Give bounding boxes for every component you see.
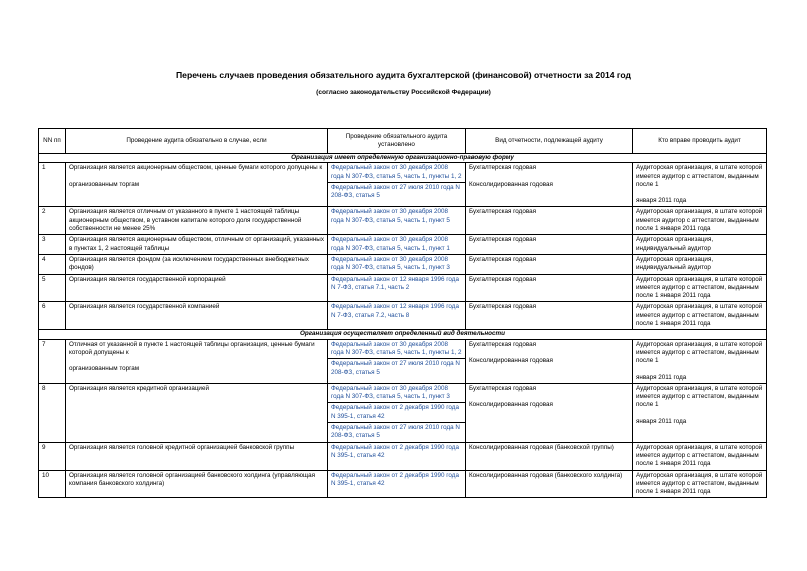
report-type-cell: [466, 470, 633, 498]
condition-cell: [66, 442, 328, 470]
law-link[interactable]: Федеральный закон от 30 декабря 2008 года N 307-ФЗ, статья 5, часть 1, пункт 3: [331, 255, 450, 272]
header-condition: Проведение аудита обязательно в случае, если: [66, 129, 328, 154]
spacer: [469, 173, 629, 181]
header-law: Проведение обязательного аудита установлено: [328, 129, 466, 154]
report-type-cell: [466, 442, 633, 470]
law-cell: [328, 254, 466, 274]
row-number: 2: [39, 207, 66, 235]
spacer: [636, 189, 763, 197]
table-row: [39, 470, 767, 498]
law-link[interactable]: Федеральный закон от 27 июля 2010 года N 208-ФЗ, статья 5: [331, 360, 460, 376]
report-type-cell: [466, 254, 633, 274]
report-type-cell: [466, 207, 633, 235]
auditor-cell-text: Аудиторская организация, в штате которой имеется аудитор с аттестатом, выданным после 1 января 2011 года: [636, 275, 763, 300]
condition-cell-text: Организация является головной организацией банковского холдинга (управляющая компания банковского холдинга): [69, 471, 316, 487]
auditor-cell-text: Аудиторская организация, в штате которой имеется аудитор с аттестатом, выданным после 1 января 2011 года: [636, 443, 763, 468]
table-row: [39, 254, 767, 274]
auditor-cell: [633, 302, 767, 330]
auditor-cell-text: Аудиторская организация, в штате которой имеется аудитор с аттестатом, выданным после 1: [636, 164, 763, 188]
condition-cell: [66, 383, 328, 442]
spacer: [69, 357, 324, 365]
report-type-text-2: Консолидированная годовая: [469, 356, 553, 364]
table-body: [39, 154, 767, 498]
condition-cell: [66, 207, 328, 235]
table-row: [39, 163, 767, 207]
row-number: 4: [39, 254, 66, 274]
report-type-text-2: Консолидированная годовая: [469, 401, 553, 409]
table-row: [39, 235, 767, 255]
table-row: [39, 207, 767, 235]
condition-cell-text-2: организованным торгам: [69, 180, 140, 188]
report-type-cell: [466, 302, 633, 330]
condition-cell-text: Организация является акционерным обществом, отличным от организаций, указанных в пунктах 1, 2 настоящей таблицы: [69, 236, 324, 252]
row-number: 10: [39, 470, 66, 498]
header-auditor: Кто вправе проводить аудит: [633, 129, 767, 154]
spacer: [69, 173, 324, 181]
section-title: Организация имеет определенную организационно-правовую форму: [39, 154, 767, 163]
report-type-text: Бухгалтерская годовая: [469, 384, 537, 392]
auditor-cell: [633, 274, 767, 302]
law-cell: [328, 442, 466, 470]
section-row: [39, 330, 767, 339]
law-link[interactable]: Федеральный закон от 12 января 1996 года N 7-ФЗ, статья 7.2, часть 8: [331, 303, 459, 319]
table-row: [39, 442, 767, 470]
condition-cell: [66, 254, 328, 274]
table-header-row: [39, 129, 767, 154]
report-type-text: Консолидированная годовая (банковской группы): [469, 443, 614, 451]
condition-cell-text-2: организованным торгам: [69, 365, 140, 373]
law-link[interactable]: Федеральный закон от 2 декабря 1990 года N 395-1, статья 42: [331, 471, 459, 487]
auditor-cell-text: Аудиторская организация, в штате которой имеется аудитор с аттестатом, выданным после 1 января 2011 года: [636, 303, 763, 328]
auditor-cell: [633, 470, 767, 498]
auditor-cell-text: Аудиторская организация, индивидуальный аудитор: [636, 255, 714, 272]
report-type-text: Консолидированная годовая (банковского холдинга): [469, 471, 623, 479]
law-cell: [328, 383, 466, 442]
law-link[interactable]: Федеральный закон от 30 декабря 2008 года N 307-ФЗ, статья 5, часть 1, пункт 3: [328, 384, 465, 404]
law-cell: [328, 235, 466, 255]
table-row: [39, 302, 767, 330]
row-number: 8: [39, 383, 66, 442]
law-cell: [328, 470, 466, 498]
report-type-cell: [466, 163, 633, 207]
condition-cell: [66, 274, 328, 302]
condition-cell-text: Организация является фондом (за исключением государственных внебюджетных фондов): [69, 255, 309, 272]
document-title: Перечень случаев проведения обязательного аудита бухгалтерской (финансовой) отчетности за 2014 год: [176, 70, 631, 80]
section-title: Организация осуществляет определенный вид деятельности: [39, 330, 767, 339]
condition-cell: [66, 302, 328, 330]
law-cell: [328, 207, 466, 235]
condition-cell: [66, 470, 328, 498]
row-number: 7: [39, 339, 66, 383]
auditor-cell: [633, 207, 767, 235]
law-link[interactable]: Федеральный закон от 30 декабря 2008 года N 307-ФЗ, статья 5, часть 1, пункты 1, 2: [328, 340, 465, 360]
report-type-cell: [466, 235, 633, 255]
header-report-type: Вид отчетности, подлежащей аудиту: [466, 129, 633, 154]
auditor-cell-text-2: января 2011 года: [636, 197, 687, 205]
report-type-cell: [466, 339, 633, 383]
law-link[interactable]: Федеральный закон от 30 декабря 2008 года N 307-ФЗ, статья 5, часть 1, пункт 5: [331, 208, 450, 224]
law-link[interactable]: Федеральный закон от 30 декабря 2008 года N 307-ФЗ, статья 5, часть 1, пункты 1, 2: [328, 163, 465, 183]
spacer: [636, 410, 763, 418]
condition-cell-text: Организация является государственной компанией: [69, 303, 220, 311]
spacer: [469, 393, 629, 401]
section-row: [39, 154, 767, 163]
auditor-cell-text: Аудиторская организация, в штате которой имеется аудитор с аттестатом, выданным после 1: [636, 340, 763, 365]
auditor-cell-text: Аудиторская организация, индивидуальный аудитор: [636, 236, 714, 252]
report-type-text: Бухгалтерская годовая: [469, 236, 537, 244]
table-row: [39, 274, 767, 302]
auditor-cell: [633, 254, 767, 274]
auditor-cell: [633, 163, 767, 207]
law-cell: [328, 163, 466, 207]
condition-cell: [66, 339, 328, 383]
auditor-cell-text: Аудиторская организация, в штате которой имеется аудитор с аттестатом, выданным после 1: [636, 384, 763, 409]
law-cell: [328, 339, 466, 383]
row-number: 6: [39, 302, 66, 330]
condition-cell-text: Организация является кредитной организацией: [69, 384, 209, 392]
law-link[interactable]: Федеральный закон от 27 июля 2010 года N 208-ФЗ, статья 5: [331, 183, 460, 200]
report-type-text: Бухгалтерская годовая: [469, 303, 537, 311]
spacer: [636, 366, 763, 374]
report-type-text-2: Консолидированная годовая: [469, 180, 553, 188]
condition-cell-text: Организация является акционерным обществом, ценные бумаги которого допущены к: [69, 164, 323, 172]
auditor-cell-text: Аудиторская организация, в штате которой имеется аудитор с аттестатом, выданным после 1 января 2011 года: [636, 471, 763, 496]
law-link[interactable]: Федеральный закон от 2 декабря 1990 года N 395-1, статья 42: [328, 403, 465, 423]
row-number: 5: [39, 274, 66, 302]
law-link[interactable]: Федеральный закон от 27 июля 2010 года N 208-ФЗ, статья 5: [331, 424, 460, 440]
spacer: [469, 349, 629, 357]
condition-cell-text: Организация является отличным от указанного в пункте 1 настоящей таблицы акционерным обществом, в уставном капитале которого доля государственной собственности не менее 25%: [69, 208, 302, 233]
report-type-text: Бухгалтерская годовая: [469, 255, 537, 263]
auditor-cell-text-2: января 2011 года: [636, 417, 687, 425]
report-type-text: Бухгалтерская годовая: [469, 208, 537, 216]
law-link[interactable]: Федеральный закон от 30 декабря 2008 года N 307-ФЗ, статья 5, часть 1, пункт 1: [331, 236, 450, 252]
document-subtitle: (согласно законодательству Российской Федерации): [316, 89, 491, 96]
law-link[interactable]: Федеральный закон от 2 декабря 1990 года N 395-1, статья 42: [331, 443, 459, 459]
auditor-cell: [633, 339, 767, 383]
row-number: 9: [39, 442, 66, 470]
law-cell: [328, 274, 466, 302]
condition-cell-text: Организация является головной кредитной организацией банковской группы: [69, 443, 295, 451]
law-link[interactable]: Федеральный закон от 12 января 1996 года N 7-ФЗ, статья 7.1, часть 2: [331, 275, 459, 291]
header-number: NN пп: [39, 129, 66, 154]
audit-cases-table: [38, 128, 767, 498]
auditor-cell-text: Аудиторская организация, в штате которой имеется аудитор с аттестатом, выданным после 1 января 2011 года: [636, 208, 763, 233]
report-type-cell: [466, 383, 633, 442]
report-type-text: Бухгалтерская годовая: [469, 275, 537, 283]
law-cell: [328, 302, 466, 330]
condition-cell-text: Отличная от указанной в пункте 1 настоящей таблицы организация, ценные бумаги которой допущены к: [69, 340, 315, 356]
row-number: 3: [39, 235, 66, 255]
report-type-cell: [466, 274, 633, 302]
auditor-cell: [633, 442, 767, 470]
auditor-cell-text-2: января 2011 года: [636, 373, 687, 381]
condition-cell: [66, 163, 328, 207]
condition-cell: [66, 235, 328, 255]
auditor-cell: [633, 383, 767, 442]
table-row: [39, 339, 767, 383]
row-number: 1: [39, 163, 66, 207]
condition-cell-text: Организация является государственной корпорацией: [69, 275, 226, 283]
auditor-cell: [633, 235, 767, 255]
report-type-text: Бухгалтерская годовая: [469, 164, 537, 172]
table-row: [39, 383, 767, 442]
report-type-text: Бухгалтерская годовая: [469, 340, 537, 348]
